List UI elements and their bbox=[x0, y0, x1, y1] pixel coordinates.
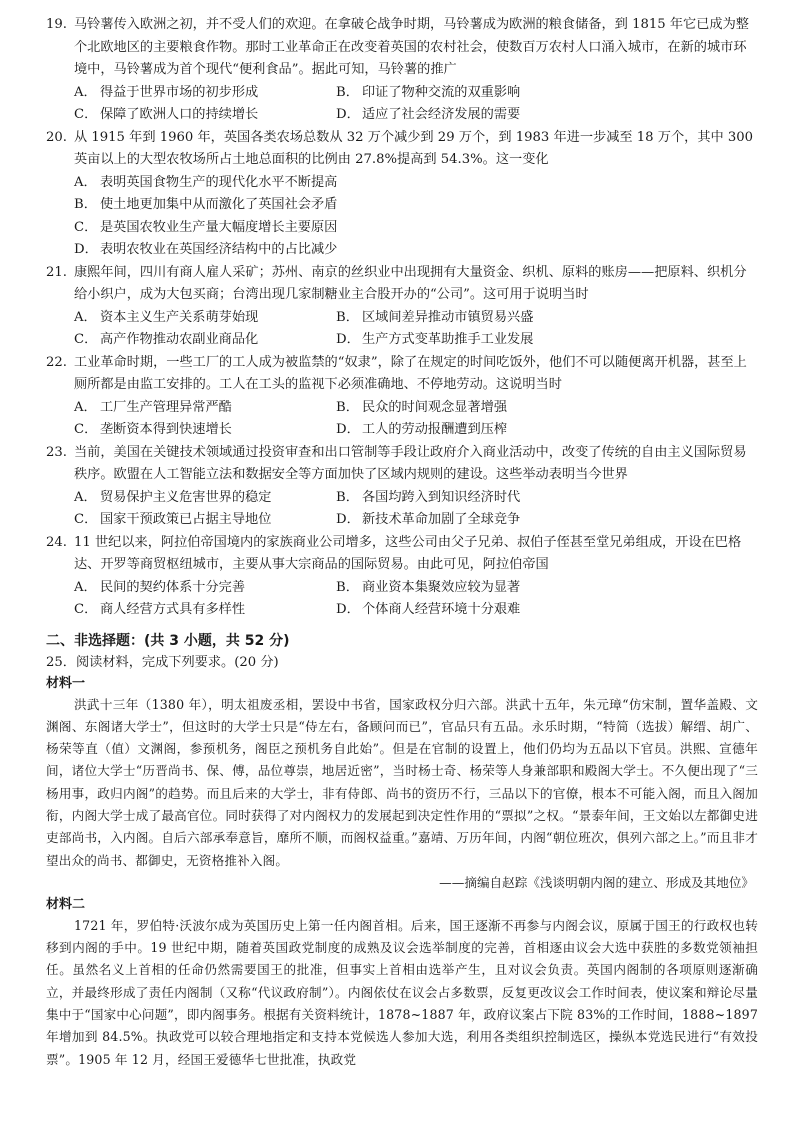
question-text: 11 世纪以来，阿拉伯帝国境内的家族商业公司增多，这些公司由父子兄弟、叔伯子侄甚至堂兄弟组成，开设在巴格达、开罗等商贸枢纽城市，主要从事大宗商品的国际贸易。由此可见，阿拉伯帝国 bbox=[74, 534, 742, 572]
option-text: 工厂生产管理异常严酷 bbox=[100, 399, 232, 415]
option-text: 保障了欧洲人口的持续增长 bbox=[100, 107, 259, 122]
option-a bbox=[74, 172, 758, 195]
option-d bbox=[336, 419, 758, 442]
option-text: 区域间差异推动市镇贸易兴盛 bbox=[362, 309, 534, 325]
option-list bbox=[46, 577, 758, 622]
option-letter: A． bbox=[74, 489, 97, 505]
option-c bbox=[74, 104, 336, 127]
question-text: 从 1915 年到 1960 年，英国各类农场总数从 32 万个减少到 29 万个，到 1983 年进一步减至 18 万个，其中 300 英亩以上的大型农牧场所占土地总面积的比例由 27.8%提高到 54.3%。这一变化 bbox=[74, 129, 754, 167]
option-b bbox=[336, 577, 758, 600]
option-letter: B． bbox=[336, 489, 359, 505]
option-c bbox=[74, 599, 336, 622]
option-letter: D． bbox=[336, 512, 360, 527]
option-d bbox=[336, 329, 758, 352]
option-text: 印证了物种交流的双重影响 bbox=[362, 84, 521, 100]
option-letter: D． bbox=[336, 602, 360, 617]
question-number: 24. bbox=[46, 534, 67, 550]
option-text: 国家干预政策已占据主导地位 bbox=[100, 512, 272, 527]
option-text: 各国均跨入到知识经济时代 bbox=[362, 489, 521, 505]
question-text: 康熙年间，四川有商人雇人采矿；苏州、南京的丝织业中出现拥有大量资金、织机、原料的账房——把原料、织机分给小织户，成为大包买商；台湾出现几家制糖业主合股开办的“公司”。这可用于说明当时 bbox=[74, 264, 747, 302]
option-c bbox=[74, 329, 336, 352]
question-stem bbox=[46, 532, 758, 577]
question-stem bbox=[46, 262, 758, 307]
option-a bbox=[74, 577, 336, 600]
section-title: 二、非选择题：(共 3 小题，共 52 分) bbox=[46, 632, 290, 649]
option-text: 贸易保护主义危害世界的稳定 bbox=[100, 489, 272, 505]
option-a bbox=[74, 487, 336, 510]
question-19 bbox=[46, 14, 758, 127]
option-letter: C． bbox=[74, 512, 98, 527]
material-2-text: 1721 年，罗伯特·沃波尔成为英国历史上第一任内阁首相。后来，国王逐渐不再参与内阁会议，原属于国王的行政权也转移到内阁的手中。19 世纪中期，随着英国政党制度的成熟及议会选举制度的完善，首相逐由议会大选中获胜的多数党领袖担任。虽然名义上首相的任命仍然需要国王的批准，但事实上首相由选举产生，且对议会负责。英国内阁制的各项原则逐渐确立，并最终形成了责任内阁制（又称“代议政府制”）。内阁依仗在议会占多数票，反复更改议会工作时间表，使议案和辩论尽量集中于“国家中心问题”，即内阁事务。根据有关资料统计，1878~1887 年，政府议案占下院 83%的工作时间，1888~1897 年增加到 84.5%。执政党可以较合理地指定和支持本党候选人参加大选，利用各类组织控制选区，操纵本党选民进行“有效投票”。1905 年 12 月，经国王爱德华七世批准，执政党 bbox=[46, 917, 758, 1067]
option-a bbox=[74, 82, 336, 105]
question-number: 19. bbox=[46, 17, 67, 32]
question-number: 20. bbox=[46, 129, 67, 145]
question-stem bbox=[46, 442, 758, 487]
option-text: 生产方式变革助推手工业发展 bbox=[362, 332, 534, 347]
option-letter: C． bbox=[74, 219, 98, 235]
option-letter: A． bbox=[74, 579, 97, 595]
option-letter: B． bbox=[336, 579, 359, 595]
option-text: 商业资本集聚效应较为显著 bbox=[362, 579, 521, 595]
option-c bbox=[74, 509, 336, 532]
option-letter: A． bbox=[74, 84, 97, 100]
option-d bbox=[74, 239, 758, 262]
option-text: 商人经营方式具有多样性 bbox=[100, 602, 246, 617]
option-b bbox=[336, 307, 758, 330]
option-letter: C． bbox=[74, 332, 98, 347]
option-letter: A． bbox=[74, 309, 97, 325]
option-d bbox=[336, 509, 758, 532]
option-letter: B． bbox=[336, 84, 359, 100]
choice-questions bbox=[46, 14, 758, 622]
option-text: 资本主义生产关系萌芽始现 bbox=[100, 309, 259, 325]
option-letter: C． bbox=[74, 422, 98, 437]
option-list bbox=[46, 397, 758, 442]
option-d bbox=[336, 104, 758, 127]
option-c bbox=[74, 419, 336, 442]
option-letter: A． bbox=[74, 174, 97, 190]
question-25-instruction: 25．阅读材料，完成下列要求。(20 分) bbox=[46, 654, 279, 670]
option-letter: B． bbox=[336, 399, 359, 415]
question-stem bbox=[46, 127, 758, 172]
option-a bbox=[74, 397, 336, 420]
option-text: 是英国农牧业生产量大幅度增长主要原因 bbox=[100, 219, 338, 235]
option-b bbox=[336, 397, 758, 420]
material-1-source: ——摘编自赵踪《浅谈明朝内阁的建立、形成及其地位》 bbox=[439, 874, 754, 890]
option-text: 表明英国食物生产的现代化水平不断提高 bbox=[100, 174, 338, 190]
option-c bbox=[74, 217, 758, 240]
question-23 bbox=[46, 442, 758, 532]
option-text: 适应了社会经济发展的需要 bbox=[362, 107, 521, 122]
option-list bbox=[46, 487, 758, 532]
question-24 bbox=[46, 532, 758, 622]
option-a bbox=[74, 307, 336, 330]
option-text: 新技术革命加剧了全球竞争 bbox=[362, 512, 521, 527]
option-letter: B． bbox=[336, 309, 359, 325]
material-1-title: 材料一 bbox=[46, 675, 86, 691]
question-number: 23. bbox=[46, 444, 67, 460]
question-20 bbox=[46, 127, 758, 262]
option-letter: D． bbox=[336, 107, 360, 122]
option-text: 民众的时间观念显著增强 bbox=[362, 399, 508, 415]
question-22 bbox=[46, 352, 758, 442]
question-stem bbox=[46, 352, 758, 397]
question-21 bbox=[46, 262, 758, 352]
option-b bbox=[74, 194, 758, 217]
option-letter: C． bbox=[74, 602, 98, 617]
option-text: 工人的劳动报酬遭到压榨 bbox=[362, 422, 508, 437]
option-d bbox=[336, 599, 758, 622]
exam-page bbox=[46, 14, 758, 1071]
question-stem bbox=[46, 14, 758, 82]
option-letter: D． bbox=[336, 332, 360, 347]
question-number: 22. bbox=[46, 354, 67, 370]
material-1-text: 洪武十三年（1380 年），明太祖废丞相，罢设中书省，国家政权分归六部。洪武十五年，朱元璋“仿宋制，置华盖殿、文渊阁、东阁诸大学士”，但这时的大学士只是“侍左右，备顾问而已”，官品只有五品。永乐时期，“特简（选拔）解缙、胡广、杨荣等直（值）文渊阁，参预机务，阁臣之预机务自此始”。但是在官制的设置上，他们仍均为五品以下官员。洪熙、宣德年间，诸位大学士“历晋尚书、保、傅，品位尊崇，地居近密”，当时杨士奇、杨荣等人身兼部职和殿阁大学士。不久便出现了“三杨用事，政归内阁”的趋势。而且后来的大学士，非有侍郎、尚书的资历不行，三品以下的官僚，根本不可能入阁，而且入阁加衔，内阁大学士成了最高官位。同时获得了对内阁权力的发展起到决定性作用的“票拟”之权。“景泰年间，王文始以左都御史进吏部尚书，入内阁。自后六部承奉意旨，靡所不顺，而阁权益重。”嘉靖、万历年间，内阁“朝位班次，俱列六部之上。”而且非才望出众的尚书、都御史，无资格推补入阁。 bbox=[46, 696, 758, 868]
question-text: 当前，美国在关键技术领域通过投资审查和出口管制等手段让政府介入商业活动中，改变了传统的自由主义国际贸易秩序。欧盟在人工智能立法和数据安全等方面加快了区域内规则的建设。这些举动表明当今世界 bbox=[74, 444, 747, 482]
option-text: 垄断资本得到快速增长 bbox=[100, 422, 232, 437]
option-letter: A． bbox=[74, 399, 97, 415]
question-number: 21. bbox=[46, 264, 67, 280]
option-text: 民间的契约体系十分完善 bbox=[100, 579, 246, 595]
option-text: 得益于世界市场的初步形成 bbox=[100, 84, 259, 100]
option-letter: D． bbox=[74, 242, 98, 257]
option-list bbox=[46, 172, 758, 262]
material-2-title: 材料二 bbox=[46, 896, 86, 912]
option-text: 高产作物推动农副业商品化 bbox=[100, 332, 259, 347]
question-text: 工业革命时期，一些工厂的工人成为被监禁的“奴隶”，除了在规定的时间吃饭外，他们不可以随便离开机器，甚至上厕所都是由监工安排的。工人在工头的监视下必须准确地、不停地劳动。这说明当时 bbox=[74, 354, 747, 392]
option-text: 使土地更加集中从而激化了英国社会矛盾 bbox=[100, 197, 338, 212]
option-b bbox=[336, 82, 758, 105]
option-text: 表明农牧业在英国经济结构中的占比减少 bbox=[100, 242, 338, 257]
option-list bbox=[46, 307, 758, 352]
option-letter: B． bbox=[74, 197, 97, 212]
option-b bbox=[336, 487, 758, 510]
option-letter: D． bbox=[336, 422, 360, 437]
option-list bbox=[46, 82, 758, 127]
question-text: 马铃薯传入欧洲之初，并不受人们的欢迎。在拿破仑战争时期，马铃薯成为欧洲的粮食储备，到 1815 年它已成为整个北欧地区的主要粮食作物。那时工业革命正在改变着英国的农村社会，使数百万农村人口涌入城市，在新的城市环境中，马铃薯成为首个现代“便利食品”。据此可知，马铃薯的推广 bbox=[74, 17, 749, 77]
option-letter: C． bbox=[74, 107, 98, 122]
option-text: 个体商人经营环境十分艰难 bbox=[362, 602, 521, 617]
